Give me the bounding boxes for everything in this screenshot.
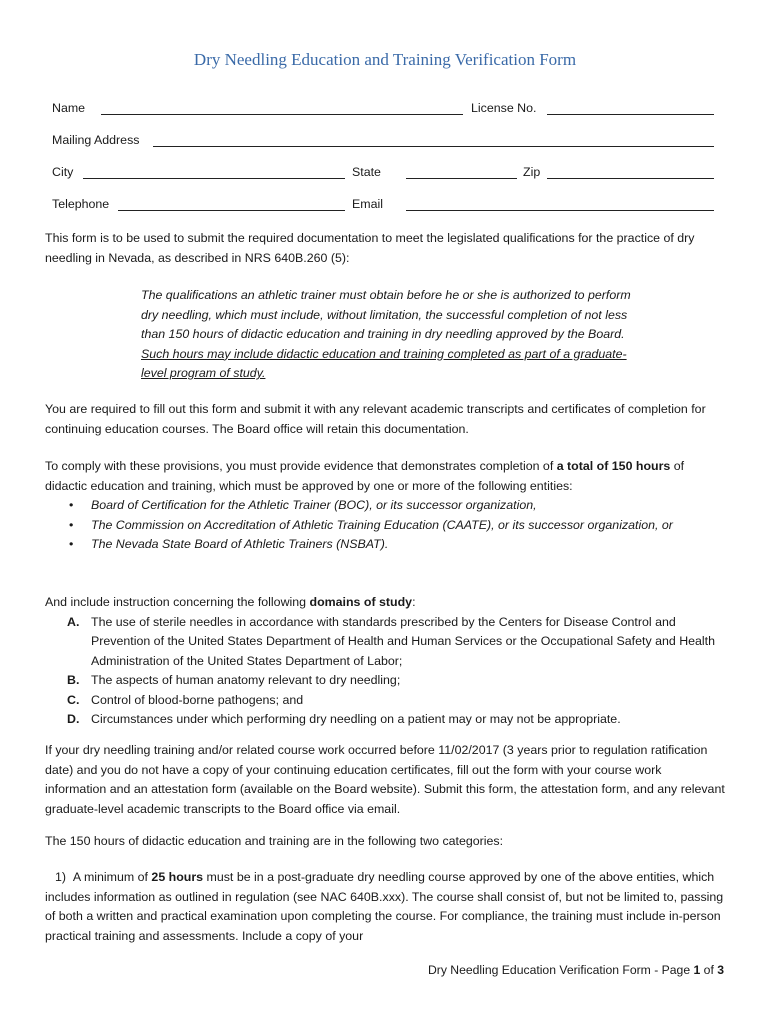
domain-text: Circumstances under which performing dry needling on a patient may or may not be appropriate. (91, 712, 621, 726)
email-label: Email (352, 197, 383, 211)
domains-intro-bold: domains of study (309, 595, 413, 609)
domain-text: The use of sterile needles in accordance with standards prescribed by the Centers for Disease Control and Prevention of the United States Department of Health and Human Services or the Occupational Safety and Health Administration of the United States Department of Labor; (91, 614, 716, 668)
domain-text: The aspects of human anatomy relevant to dry needling; (91, 673, 401, 687)
domains-section (45, 593, 725, 730)
telephone-email-row (52, 195, 714, 215)
item-1-text: A minimum of (72, 870, 152, 884)
footer-of: of (700, 963, 718, 977)
city-field[interactable] (83, 178, 345, 179)
list-item (45, 691, 725, 711)
comply-bold-text: a total of 150 hours (556, 459, 671, 473)
domain-letter: B. (67, 673, 80, 687)
quote-text: The qualifications an athletic trainer must obtain before he or she is authorized to perform dry needling, which must include, without limitation, the successful completion of not less than 150 hours of didactic education and training in dry needling approved by the Board. (141, 288, 631, 341)
name-license-row (52, 99, 714, 119)
domain-letter: C. (67, 692, 80, 707)
intro-paragraph: This form is to be used to submit the required documentation to meet the legislated qualifications for the practice of dry needling in Nevada, as described in NRS 640B.260 (5): (45, 231, 695, 265)
domains-intro-text: And include instruction concerning the following (45, 595, 310, 609)
city-state-zip-row (52, 163, 714, 183)
list-item (45, 535, 725, 555)
item-1-paragraph (45, 868, 725, 946)
bullet-icon: • (69, 498, 74, 512)
telephone-field[interactable] (118, 210, 345, 211)
list-item (45, 516, 725, 536)
footer-page-number: 1 (693, 963, 701, 977)
comply-text: To comply with these provisions, you must provide evidence that demonstrates completion of (45, 459, 557, 473)
email-field[interactable] (406, 210, 714, 211)
bullet-icon: • (69, 517, 74, 532)
categories-paragraph: The 150 hours of didactic education and training are in the following two categories: (45, 834, 504, 848)
domains-intro (45, 593, 725, 613)
item-1-bold: 25 hours (151, 870, 204, 884)
item-1-text-end: must be in a post-graduate dry needling course approved by one of the above entities, which includes information as outlined in regulation (see NAC 640B.xxx). The course shall consist of, but not be limited to, passing of both a written and practical examination upon completing the course. For compliance, the training must include in-person practical training and assessments. Include a copy of your (45, 870, 724, 943)
entity-text: The Nevada State Board of Athletic Trainers (NSBAT). (91, 537, 389, 551)
page-footer (428, 961, 724, 981)
telephone-label: Telephone (52, 197, 110, 211)
city-label: City (52, 165, 74, 179)
list-item (45, 496, 725, 516)
comply-section (45, 457, 725, 555)
name-field[interactable] (101, 114, 463, 115)
state-label: State (352, 165, 381, 179)
domains-intro-end: : (412, 595, 416, 609)
entity-text: Board of Certification for the Athletic Trainer (BOC), or its successor organization, (91, 498, 537, 512)
required-paragraph: You are required to fill out this form and submit it with any relevant academic transcripts and certificates of completion for continuing education courses. The Board office will retain this documentation. (45, 402, 706, 436)
item-1-number: 1) (55, 870, 67, 884)
statute-quote (141, 286, 641, 384)
comply-text-end: of didactic education and training, which must be approved by one or more of the following entities: (45, 459, 685, 493)
footer-text: Dry Needling Education Verification Form - Page (427, 963, 694, 977)
footer-page-total: 3 (717, 963, 724, 977)
list-item (45, 671, 725, 691)
domains-list (45, 613, 725, 730)
bullet-icon: • (69, 537, 74, 551)
license-label: License No. (471, 101, 537, 115)
entity-text: The Commission on Accreditation of Athletic Training Education (CAATE), or its successor organization, or (91, 517, 673, 532)
list-item (45, 613, 725, 672)
list-item (45, 710, 725, 730)
mailing-label: Mailing Address (52, 133, 140, 147)
zip-field[interactable] (547, 178, 714, 179)
entities-list (45, 496, 725, 555)
domain-text: Control of blood-borne pathogens; and (91, 692, 304, 707)
state-field[interactable] (406, 178, 517, 179)
license-field[interactable] (547, 114, 714, 115)
before-2017-paragraph: If your dry needling training and/or related course work occurred before 11/02/2017 (3 years prior to regulation ratification date) and you do not have a copy of your continuing education certificates, fill out the form with your course work information and an attestation form (available on the Board website). Submit this form, the attestation form, and any relevant graduate-level academic transcripts to the Board office via email. (45, 743, 725, 816)
domain-letter: A. (67, 614, 80, 629)
form-title: Dry Needling Education and Training Verification Form (193, 50, 577, 69)
name-label: Name (52, 101, 86, 115)
comply-paragraph (45, 457, 725, 496)
mailing-field[interactable] (153, 146, 714, 147)
domain-letter: D. (67, 712, 80, 726)
zip-label: Zip (523, 165, 541, 179)
mailing-row (52, 131, 714, 151)
quote-underlined-text: Such hours may include didactic education and training completed as part of a graduate-level program of study. (141, 346, 627, 380)
